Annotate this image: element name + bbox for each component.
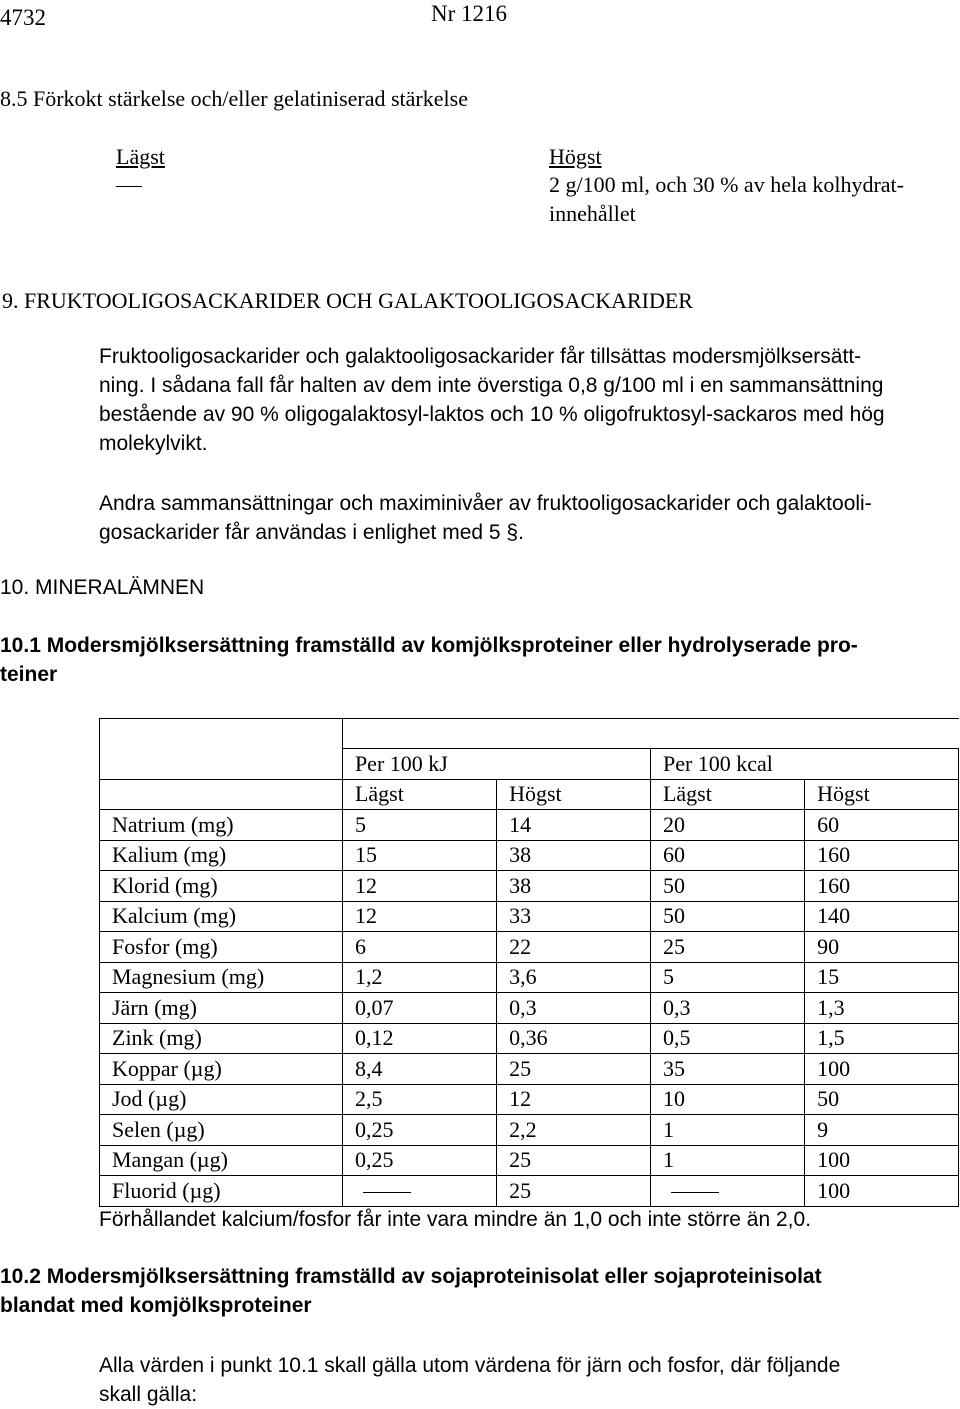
- header-per-100-kcal: Per 100 kcal: [650, 749, 958, 780]
- kj-low-value: 0,07: [342, 993, 496, 1024]
- kj-low-value: 1,2: [342, 962, 496, 993]
- table-row: [100, 1054, 959, 1085]
- table-row: [100, 840, 959, 871]
- low-label: Lägst: [116, 144, 165, 169]
- mineral-name: Järn (mg): [100, 993, 343, 1024]
- kj-high-value: 22: [497, 932, 651, 963]
- table-sub-header-row: [100, 779, 959, 810]
- kj-high-value: 12: [497, 1084, 651, 1115]
- section-10-1-heading-line2: teiner: [0, 663, 58, 686]
- issue-number: Nr 1216: [431, 1, 508, 26]
- table-row: [100, 962, 959, 993]
- kj-high-value: 0,3: [497, 993, 651, 1024]
- high-label: Högst: [549, 144, 602, 169]
- subheader-kcal-high: Högst: [805, 779, 959, 810]
- kcal-high-value: 100: [805, 1054, 959, 1085]
- subheader-kj-low: Lägst: [342, 779, 496, 810]
- kj-low-value: 5: [342, 810, 496, 841]
- kcal-low-value: 0,5: [650, 1023, 804, 1054]
- kj-low-value: [342, 1176, 496, 1207]
- kcal-low-value: 1: [650, 1145, 804, 1176]
- section-9-heading: 9. FRUKTOOLIGOSACKARIDER OCH GALAKTOOLIGOSACKARIDER: [2, 288, 693, 313]
- section-10-heading: 10. MINERALÄMNEN: [0, 576, 205, 599]
- kj-low-value: 15: [342, 840, 496, 871]
- kj-high-value: 25: [497, 1145, 651, 1176]
- em-dash-mark: [671, 1192, 719, 1193]
- kj-high-value: 2,2: [497, 1115, 651, 1146]
- mineral-name: Selen (µg): [100, 1115, 343, 1146]
- header-per-100-kj: Per 100 kJ: [342, 749, 650, 780]
- table-row: [100, 1145, 959, 1176]
- text-line: skall gälla:: [99, 1383, 198, 1406]
- kcal-low-value: 50: [650, 871, 804, 902]
- mineral-name: Koppar (µg): [100, 1054, 343, 1085]
- kj-low-value: 0,25: [342, 1115, 496, 1146]
- kcal-low-value: 10: [650, 1084, 804, 1115]
- low-value-dash: [116, 186, 142, 187]
- mineral-name: Klorid (mg): [100, 871, 343, 902]
- table-row: [100, 871, 959, 902]
- kj-high-value: 38: [497, 840, 651, 871]
- kj-low-value: 8,4: [342, 1054, 496, 1085]
- kcal-low-value: 20: [650, 810, 804, 841]
- kcal-high-value: 1,3: [805, 993, 959, 1024]
- kcal-high-value: 50: [805, 1084, 959, 1115]
- text-line: gosackarider får användas i enlighet med 5 §.: [99, 521, 524, 544]
- table-row: [100, 810, 959, 841]
- text-line: Fruktooligosackarider och galaktooligosackarider får tillsättas modersmjölksersätt-: [99, 345, 862, 368]
- section-8-5-heading: 8.5 Förkokt stärkelse och/eller gelatiniserad stärkelse: [0, 86, 468, 111]
- section-10-2-paragraph: [99, 1351, 957, 1409]
- table-row: [100, 1084, 959, 1115]
- kj-high-value: 14: [497, 810, 651, 841]
- kcal-high-value: 60: [805, 810, 959, 841]
- subheader-kcal-low: Lägst: [650, 779, 804, 810]
- section-10-2-heading-line1: 10.2 Modersmjölksersättning framställd av sojaproteinisolat eller sojaproteinisolat: [0, 1265, 822, 1288]
- table-row: [100, 932, 959, 963]
- kj-low-value: 6: [342, 932, 496, 963]
- kcal-high-value: 9: [805, 1115, 959, 1146]
- mineral-name: Magnesium (mg): [100, 962, 343, 993]
- mineral-name: Kalcium (mg): [100, 901, 343, 932]
- mineral-name: Jod (µg): [100, 1084, 343, 1115]
- em-dash-mark: [363, 1192, 411, 1193]
- text-line: ning. I sådana fall får halten av dem inte överstiga 0,8 g/100 ml i en sammansättning: [99, 374, 884, 397]
- section-9-paragraph-1: [99, 342, 957, 458]
- text-line: Alla värden i punkt 10.1 skall gälla utom värdena för järn och fosfor, där följande: [99, 1354, 841, 1377]
- kj-high-value: 38: [497, 871, 651, 902]
- mineral-name: Fluorid (µg): [100, 1176, 343, 1207]
- kj-low-value: 2,5: [342, 1084, 496, 1115]
- minerals-table: [99, 718, 959, 1207]
- high-value-line2: innehållet: [549, 201, 636, 226]
- kcal-low-value: 0,3: [650, 993, 804, 1024]
- kj-high-value: 25: [497, 1176, 651, 1207]
- kcal-low-value: 60: [650, 840, 804, 871]
- mineral-name: Fosfor (mg): [100, 932, 343, 963]
- high-value-line1: 2 g/100 ml, och 30 % av hela kolhydrat-: [549, 172, 904, 197]
- kcal-low-value: 1: [650, 1115, 804, 1146]
- kcal-high-value: 15: [805, 962, 959, 993]
- table-row: [100, 901, 959, 932]
- section-9-paragraph-2: [99, 489, 957, 547]
- mineral-name: Zink (mg): [100, 1023, 343, 1054]
- section-10-2-heading-line2: blandat med komjölksproteiner: [0, 1294, 312, 1317]
- kcal-low-value: 25: [650, 932, 804, 963]
- kcal-high-value: 160: [805, 840, 959, 871]
- kj-low-value: 0,25: [342, 1145, 496, 1176]
- kcal-low-value: 50: [650, 901, 804, 932]
- table-row: [100, 1176, 959, 1207]
- kj-high-value: 25: [497, 1054, 651, 1085]
- kcal-high-value: 140: [805, 901, 959, 932]
- subheader-empty-cell: [100, 779, 343, 810]
- mineral-name: Natrium (mg): [100, 810, 343, 841]
- text-line: Andra sammansättningar och maximinivåer av fruktooligosackarider och galaktooli-: [99, 492, 872, 515]
- kcal-low-value: [650, 1176, 804, 1207]
- mineral-name: Mangan (µg): [100, 1145, 343, 1176]
- mineral-name: Kalium (mg): [100, 840, 343, 871]
- page-number: 4732: [0, 5, 46, 30]
- table-row: [100, 1023, 959, 1054]
- table-group-header-row: [100, 749, 959, 780]
- text-line: molekylvikt.: [99, 432, 208, 455]
- ratio-note: Förhållandet kalcium/fosfor får inte vara mindre än 1,0 och inte större än 2,0.: [99, 1208, 812, 1231]
- section-10-1-heading-line1: 10.1 Modersmjölksersättning framställd av komjölksproteiner eller hydrolyserade pro-: [0, 634, 858, 657]
- kcal-low-value: 35: [650, 1054, 804, 1085]
- kj-high-value: 3,6: [497, 962, 651, 993]
- kj-high-value: 33: [497, 901, 651, 932]
- kcal-high-value: 100: [805, 1145, 959, 1176]
- kj-low-value: 12: [342, 901, 496, 932]
- kcal-high-value: 90: [805, 932, 959, 963]
- kj-low-value: 0,12: [342, 1023, 496, 1054]
- kcal-high-value: 160: [805, 871, 959, 902]
- kj-high-value: 0,36: [497, 1023, 651, 1054]
- kcal-high-value: 1,5: [805, 1023, 959, 1054]
- table-spacer-row: [100, 719, 959, 749]
- table-row: [100, 1115, 959, 1146]
- kcal-low-value: 5: [650, 962, 804, 993]
- header-empty-cell: [100, 749, 343, 780]
- subheader-kj-high: Högst: [497, 779, 651, 810]
- table-row: [100, 993, 959, 1024]
- text-line: bestående av 90 % oligogalaktosyl-laktos och 10 % oligofruktosyl-sackaros med hög: [99, 403, 885, 426]
- kcal-high-value: 100: [805, 1176, 959, 1207]
- kj-low-value: 12: [342, 871, 496, 902]
